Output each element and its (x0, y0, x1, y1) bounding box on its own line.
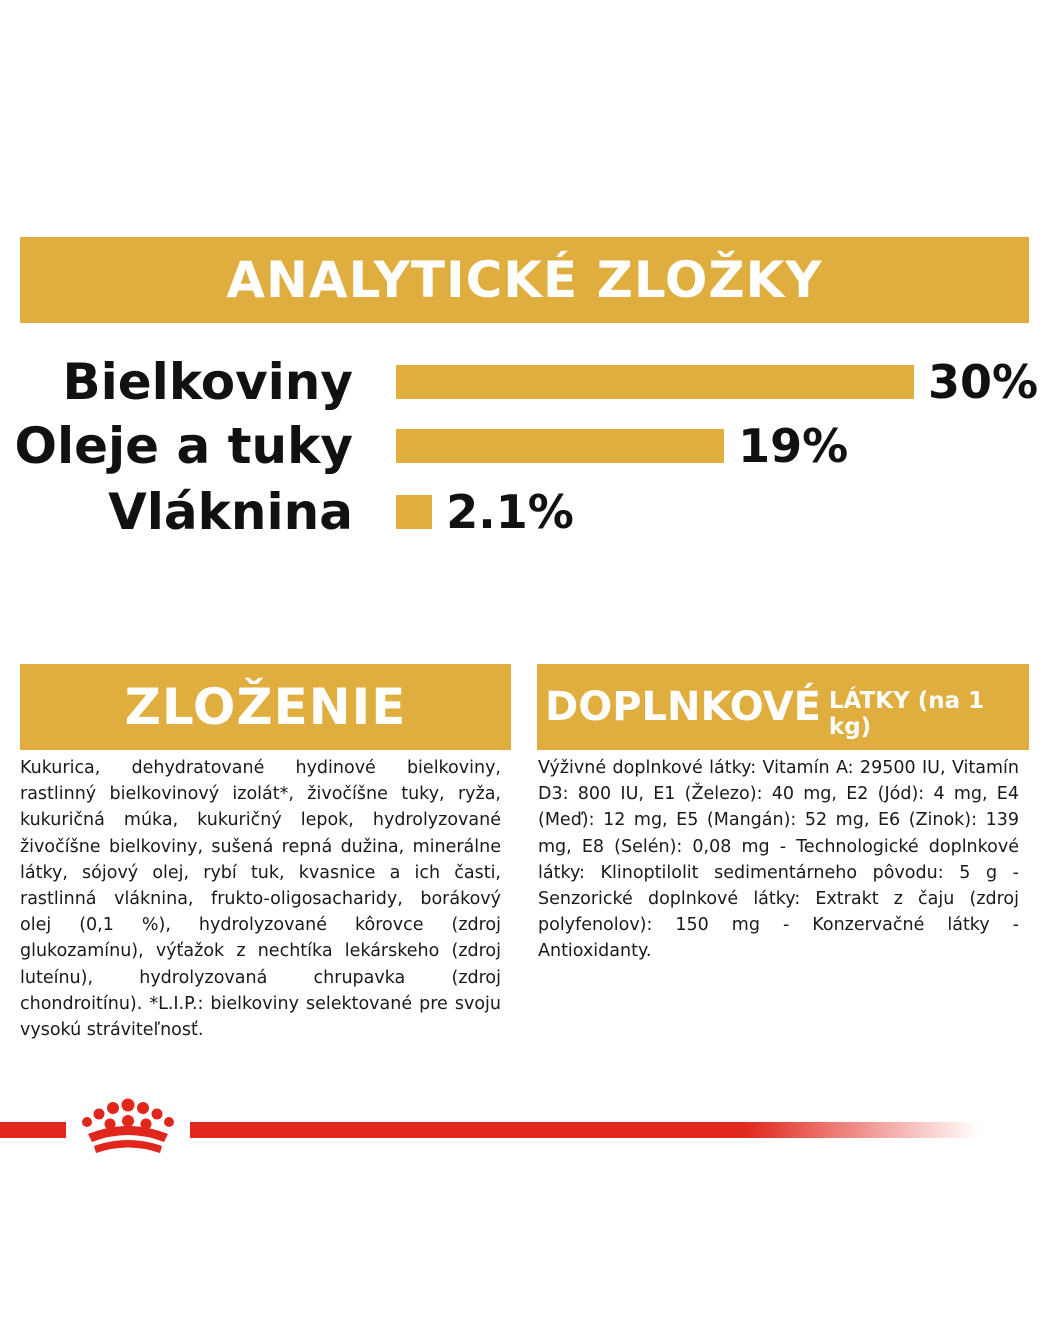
nutrient-row-protein (0, 352, 1049, 412)
nutrient-label: Oleje a tuky (14, 417, 353, 475)
brand-line-right (190, 1122, 980, 1138)
nutrient-bar (396, 429, 724, 463)
nutrient-row-fat (0, 416, 1049, 476)
composition-text: Kukurica, dehydratované hydinové bielkoviny, rastlinný bielkovinový izolát*, živočíšne tuky, ryža, kukuričná múka, kukuričný lepok, hydrolyzované živočíšne bielkoviny, sušená repná dužina, minerálne látky, sójový olej, rybí tuk, kvasnice a ich časti, rastlinná vláknina, frukto-oligosacharidy, borákový olej (0,1 %), hydrolyzované kôrovce (zdroj glukozamínu), výťažok z nechtíka lekárskeho (zdroj luteínu), hydrolyzovaná chrupavka (zdroj chondroitínu). *L.I.P.: bielkoviny selektované pre svoju vysokú stráviteľnosť. (20, 758, 501, 1041)
crown-icon (68, 1096, 188, 1160)
nutrient-bar (396, 365, 914, 399)
nutrient-value: 2.1% (446, 485, 574, 539)
brand-line-left (0, 1122, 66, 1138)
composition-title: ZLOŽENIE (124, 678, 407, 736)
additives-subtitle: LÁTKY (na 1 kg) (828, 688, 985, 740)
nutrient-bar (396, 495, 432, 529)
analytic-title: ANALYTICKÉ ZLOŽKY (226, 251, 823, 309)
nutrient-row-fiber (0, 482, 1049, 542)
nutrient-value: 19% (738, 419, 849, 473)
additives-banner (537, 664, 1029, 750)
additives-title: DOPLNKOVÉ (545, 684, 821, 730)
nutrient-value: 30% (928, 355, 1039, 409)
nutrient-label: Vláknina (108, 483, 353, 541)
analytic-banner (20, 237, 1029, 323)
composition-banner (20, 664, 511, 750)
nutrient-label: Bielkoviny (62, 353, 353, 411)
additives-text: Výživné doplnkové látky: Vitamín A: 29500 IU, Vitamín D3: 800 IU, E1 (Železo): 40 mg, E2 (Jód): 4 mg, E4 (Meď): 12 mg, E5 (Mangán): 52 mg, E6 (Zinok): 139 mg, E8 (Selén): 0,08 mg - Technologické doplnkové látky: Klinoptilolit sedimentárneho pôvodu: 5 g - Senzorické doplnkové látky: Extrakt z čaju (zdroj polyfenolov): 150 mg - Konzervačné látky - Antioxidanty. (538, 758, 1019, 962)
